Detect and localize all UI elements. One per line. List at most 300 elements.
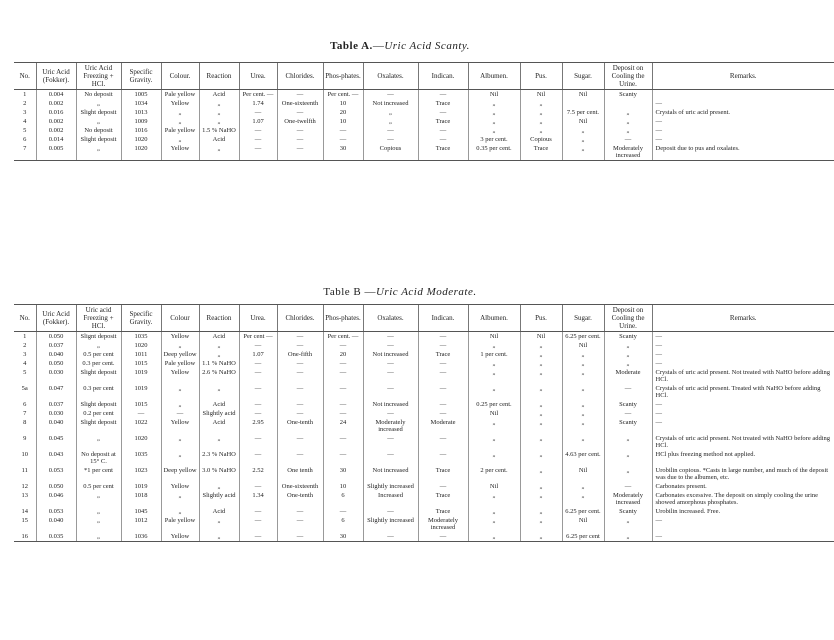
- table-cell: No deposit at 15° C.: [76, 450, 121, 466]
- table-cell: Urobilin copious. *Casts in large number, and much of the deposit was due to the albumen, etc.: [652, 466, 834, 482]
- table-cell: Scanty: [604, 400, 652, 409]
- table-cell: 1012: [121, 516, 161, 532]
- table-cell: „: [76, 341, 121, 350]
- table-cell: One tenth: [277, 466, 323, 482]
- table-cell: Per cent. —: [323, 332, 363, 342]
- table-cell: 1005: [121, 90, 161, 100]
- table-cell: „: [604, 108, 652, 117]
- table-cell: Yellow: [161, 144, 199, 161]
- table-cell: No deposit: [76, 90, 121, 100]
- table-cell: „: [520, 341, 562, 350]
- table-cell: „: [604, 350, 652, 359]
- column-header: Remarks.: [652, 63, 834, 90]
- table-cell: Trace: [418, 350, 468, 359]
- table-cell: 6: [323, 516, 363, 532]
- table-cell: „: [161, 450, 199, 466]
- table-cell: Moderate: [418, 418, 468, 434]
- table-cell: —: [323, 341, 363, 350]
- table-cell: „: [520, 418, 562, 434]
- table-cell: Yellow: [161, 482, 199, 491]
- table-cell: —: [239, 409, 277, 418]
- table-cell: 16: [14, 532, 36, 542]
- table-cell: —: [652, 409, 834, 418]
- table-row: [14, 532, 834, 542]
- table-cell: —: [418, 450, 468, 466]
- table-cell: —: [418, 532, 468, 542]
- table-cell: —: [652, 135, 834, 144]
- column-header: Uric Acid (Fokker).: [36, 63, 76, 90]
- table-cell: 1: [23, 91, 27, 98]
- table-cell: —: [418, 108, 468, 117]
- table-cell: 1020: [121, 135, 161, 144]
- table-cell: [652, 90, 834, 100]
- table-cell: —: [239, 108, 277, 117]
- table-cell: —: [418, 135, 468, 144]
- table-cell: 3 per cent.: [468, 135, 520, 144]
- table-cell: 1019: [121, 384, 161, 400]
- table-cell: —: [239, 434, 277, 450]
- table-cell: Slightly increased: [363, 516, 418, 532]
- table-cell: 1.34: [239, 491, 277, 507]
- table-cell: „: [76, 507, 121, 516]
- table-cell: —: [363, 450, 418, 466]
- table-cell: Pale yellow: [161, 126, 199, 135]
- table-cell: One-twelfth: [277, 117, 323, 126]
- column-header: Uric acid Freezing + HCl.: [76, 305, 121, 332]
- table-cell: One-tenth: [277, 491, 323, 507]
- table-cell: „: [520, 466, 562, 482]
- table-cell: —: [652, 418, 834, 434]
- table-row: [14, 117, 834, 126]
- column-header: Reaction: [199, 63, 239, 90]
- table-cell: Copious: [363, 144, 418, 161]
- table-cell: 12: [21, 483, 28, 490]
- table-cell: „: [468, 532, 520, 542]
- table-cell: „: [520, 516, 562, 532]
- table-cell: Slightly increased: [363, 482, 418, 491]
- table-cell: Slightly acid: [199, 491, 239, 507]
- table-cell: 6: [23, 401, 27, 408]
- table-cell: „: [604, 516, 652, 532]
- table-cell: 0.5 per cent: [76, 482, 121, 491]
- table-cell: „: [604, 450, 652, 466]
- table-cell: 4: [23, 360, 27, 367]
- table-cell: 1015: [121, 400, 161, 409]
- table-cell: „: [76, 434, 121, 450]
- table-cell: —: [323, 368, 363, 384]
- table-cell: Nil: [468, 332, 520, 342]
- table-cell: 2.3 % NaHO: [199, 450, 239, 466]
- table-cell: „: [199, 350, 239, 359]
- table-cell: „: [76, 532, 121, 542]
- table-cell: „: [520, 491, 562, 507]
- table-cell: „: [562, 350, 604, 359]
- table-cell: 1.74: [239, 99, 277, 108]
- table-cell: Trace: [418, 117, 468, 126]
- table-cell: 0.002: [36, 117, 76, 126]
- table-cell: —: [418, 341, 468, 350]
- column-header: Indican.: [418, 305, 468, 332]
- table-cell: —: [418, 400, 468, 409]
- table-cell: —: [363, 507, 418, 516]
- table-cell: Trace: [520, 144, 562, 161]
- table-cell: 0.002: [36, 99, 76, 108]
- table-cell: „: [76, 516, 121, 532]
- table-cell: —: [363, 532, 418, 542]
- table-cell: —: [239, 532, 277, 542]
- table-cell: *1 per cent: [76, 466, 121, 482]
- table-cell: Deposit due to pus and oxalates.: [652, 144, 834, 161]
- table-cell: „: [562, 434, 604, 450]
- table-cell: —: [363, 341, 418, 350]
- table-cell: 1020: [121, 341, 161, 350]
- table-row: [14, 135, 834, 144]
- table-cell: —: [239, 482, 277, 491]
- table-cell: 1.07: [239, 350, 277, 359]
- table-cell: 0.35 per cent.: [468, 144, 520, 161]
- table-cell: 0.035: [36, 532, 76, 542]
- table-cell: —: [239, 507, 277, 516]
- table-cell: Trace: [418, 144, 468, 161]
- table-cell: Not increased: [363, 350, 418, 359]
- table-cell: „: [520, 400, 562, 409]
- table-cell: „: [520, 507, 562, 516]
- table-cell: 0.004: [36, 90, 76, 100]
- table-cell: „: [520, 108, 562, 117]
- table-cell: —: [652, 400, 834, 409]
- table-cell: „: [562, 144, 604, 161]
- table-cell: Pale yellow: [161, 516, 199, 532]
- table-cell: —: [277, 400, 323, 409]
- table-cell: „: [604, 341, 652, 350]
- table-cell: 0.016: [36, 108, 76, 117]
- table-a: [14, 62, 834, 161]
- table-cell: Trace: [418, 99, 468, 108]
- table-cell: —: [239, 126, 277, 135]
- table-cell: —: [652, 341, 834, 350]
- table-cell: Nil: [520, 90, 562, 100]
- table-cell: 0.050: [36, 332, 76, 342]
- table-a-header-row: [14, 63, 834, 90]
- column-header: Oxalates.: [363, 305, 418, 332]
- table-cell: 1 per cent.: [468, 350, 520, 359]
- table-cell: 0.3 per cent.: [76, 359, 121, 368]
- table-cell: —: [418, 359, 468, 368]
- table-cell: —: [323, 507, 363, 516]
- table-cell: Scanty: [604, 332, 652, 342]
- column-header: Chlorides.: [277, 63, 323, 90]
- table-cell: „: [468, 341, 520, 350]
- table-row: [14, 482, 834, 491]
- table-cell: „: [562, 409, 604, 418]
- table-cell: —: [277, 359, 323, 368]
- table-cell: 30: [323, 532, 363, 542]
- table-cell: —: [363, 384, 418, 400]
- table-cell: Moderately increased: [604, 491, 652, 507]
- table-cell: Not increased: [363, 99, 418, 108]
- table-cell: 0.25 per cent.: [468, 400, 520, 409]
- table-cell: Acid: [199, 507, 239, 516]
- table-cell: —: [277, 144, 323, 161]
- table-cell: 1035: [121, 450, 161, 466]
- table-cell: 6: [23, 136, 27, 143]
- table-cell: 0.043: [36, 450, 76, 466]
- column-header: Specific Gravity.: [121, 305, 161, 332]
- table-cell: 0.040: [36, 350, 76, 359]
- table-cell: „: [562, 384, 604, 400]
- column-header: Albumen.: [468, 305, 520, 332]
- table-cell: „: [199, 384, 239, 400]
- table-cell: [604, 99, 652, 108]
- table-cell: 24: [323, 418, 363, 434]
- table-cell: Acid: [199, 400, 239, 409]
- table-cell: 13: [21, 492, 28, 499]
- table-cell: „: [468, 450, 520, 466]
- table-cell: 0.045: [36, 434, 76, 450]
- table-cell: 0.030: [36, 368, 76, 384]
- table-cell: Nil: [562, 466, 604, 482]
- table-cell: 8: [23, 419, 27, 426]
- table-cell: 20: [323, 108, 363, 117]
- table-cell: 30: [323, 466, 363, 482]
- table-cell: —: [652, 532, 834, 542]
- table-cell: —: [239, 359, 277, 368]
- table-cell: 0.037: [36, 341, 76, 350]
- table-row: [14, 491, 834, 507]
- table-cell: Slight deposit: [76, 135, 121, 144]
- table-cell: „: [520, 359, 562, 368]
- table-cell: Scanty: [604, 507, 652, 516]
- table-cell: Yellow: [161, 368, 199, 384]
- table-cell: 1020: [121, 144, 161, 161]
- table-cell: 2: [23, 100, 27, 107]
- column-header: Chlorides.: [277, 305, 323, 332]
- table-cell: Increased: [363, 491, 418, 507]
- table-cell: HCl plus freezing method not applied.: [652, 450, 834, 466]
- table-cell: Moderately increased: [604, 144, 652, 161]
- table-cell: Nil: [562, 117, 604, 126]
- table-cell: 2.52: [239, 466, 277, 482]
- table-cell: —: [277, 434, 323, 450]
- table-cell: 9: [23, 435, 27, 442]
- table-cell: „: [161, 108, 199, 117]
- column-header: No.: [14, 63, 36, 90]
- table-cell: „: [161, 384, 199, 400]
- table-cell: —: [277, 507, 323, 516]
- column-header: Remarks.: [652, 305, 834, 332]
- table-cell: „: [520, 482, 562, 491]
- table-cell: 1.1 % NaHO: [199, 359, 239, 368]
- table-cell: Acid: [199, 90, 239, 100]
- table-cell: —: [363, 359, 418, 368]
- column-header: Specific Gravity.: [121, 63, 161, 90]
- table-cell: —: [277, 126, 323, 135]
- table-cell: —: [652, 332, 834, 342]
- table-cell: —: [277, 450, 323, 466]
- table-cell: 0.014: [36, 135, 76, 144]
- table-row: [14, 99, 834, 108]
- table-cell: 5a: [21, 385, 28, 392]
- table-cell: „: [199, 99, 239, 108]
- table-cell: „: [199, 482, 239, 491]
- table-cell: „: [468, 108, 520, 117]
- table-cell: 0.046: [36, 491, 76, 507]
- table-cell: 6.25 per cent: [562, 532, 604, 542]
- column-header: Reaction: [199, 305, 239, 332]
- table-cell: „: [199, 434, 239, 450]
- table-cell: Deep yellow: [161, 350, 199, 359]
- table-cell: —: [604, 384, 652, 400]
- table-cell: 4.63 per cent.: [562, 450, 604, 466]
- table-cell: „: [76, 99, 121, 108]
- table-cell: 10: [323, 117, 363, 126]
- column-header: Sugar.: [562, 63, 604, 90]
- table-cell: Pale yellow: [161, 90, 199, 100]
- table-cell: „: [468, 507, 520, 516]
- table-cell: 5: [23, 127, 27, 134]
- table-cell: 2: [23, 342, 27, 349]
- table-b-header-row: [14, 305, 834, 332]
- table-row: [14, 126, 834, 135]
- table-a-title: Table A.—Uric Acid Scanty.: [330, 40, 470, 52]
- table-cell: „: [562, 418, 604, 434]
- table-cell: Scanty: [604, 90, 652, 100]
- table-cell: „: [604, 532, 652, 542]
- table-cell: 1016: [121, 126, 161, 135]
- table-cell: —: [323, 135, 363, 144]
- table-cell: 30: [323, 144, 363, 161]
- column-header: Phos-phates.: [323, 63, 363, 90]
- table-cell: —: [277, 332, 323, 342]
- table-row: [14, 516, 834, 532]
- table-cell: Acid: [199, 332, 239, 342]
- table-cell: —: [363, 126, 418, 135]
- table-cell: „: [199, 108, 239, 117]
- table-cell: —: [277, 384, 323, 400]
- table-cell: —: [418, 126, 468, 135]
- table-cell: 1013: [121, 108, 161, 117]
- table-cell: Crystals of uric acid present.: [652, 108, 834, 117]
- table-cell: „: [468, 359, 520, 368]
- table-cell: 0.040: [36, 516, 76, 532]
- table-cell: 6.25 per cent.: [562, 507, 604, 516]
- table-cell: 15: [21, 517, 28, 524]
- table-cell: Moderately increased: [418, 516, 468, 532]
- column-header: Indican.: [418, 63, 468, 90]
- table-cell: —: [277, 516, 323, 532]
- table-b-title: Table B —Uric Acid Moderate.: [323, 286, 477, 298]
- table-cell: „: [199, 144, 239, 161]
- table-cell: —: [363, 135, 418, 144]
- table-cell: „: [468, 418, 520, 434]
- table-cell: 14: [21, 508, 28, 515]
- table-cell: „: [520, 532, 562, 542]
- table-cell: „: [76, 144, 121, 161]
- table-cell: —: [277, 135, 323, 144]
- table-cell: 1022: [121, 418, 161, 434]
- table-cell: Yellow: [161, 418, 199, 434]
- table-cell: 0.005: [36, 144, 76, 161]
- table-cell: „: [468, 117, 520, 126]
- table-cell: —: [239, 384, 277, 400]
- column-header: Albumen.: [468, 63, 520, 90]
- table-cell: —: [604, 135, 652, 144]
- table-cell: 1019: [121, 482, 161, 491]
- table-cell: „: [562, 482, 604, 491]
- table-cell: Copious: [520, 135, 562, 144]
- table-cell: „: [520, 350, 562, 359]
- table-cell: Slightly acid: [199, 409, 239, 418]
- column-header: Deposit on Cooling the Urine.: [604, 305, 652, 332]
- table-cell: —: [239, 368, 277, 384]
- table-cell: Nil: [468, 409, 520, 418]
- table-row: [14, 384, 834, 400]
- table-cell: „: [161, 491, 199, 507]
- table-cell: „: [199, 516, 239, 532]
- column-header: Colour.: [161, 63, 199, 90]
- table-cell: 20: [323, 350, 363, 359]
- table-cell: „: [161, 117, 199, 126]
- table-cell: Nil: [562, 516, 604, 532]
- table-cell: —: [323, 359, 363, 368]
- table-cell: —: [418, 368, 468, 384]
- table-cell: —: [239, 144, 277, 161]
- table-cell: Nil: [562, 90, 604, 100]
- table-row: [14, 90, 834, 100]
- table-cell: Yellow: [161, 332, 199, 342]
- table-row: [14, 359, 834, 368]
- table-cell: Not increased: [363, 466, 418, 482]
- column-header: No.: [14, 305, 36, 332]
- table-cell: „: [562, 368, 604, 384]
- table-cell: „: [76, 491, 121, 507]
- table-cell: —: [323, 434, 363, 450]
- column-header: Colour: [161, 305, 199, 332]
- table-cell: Slight deposit: [76, 368, 121, 384]
- table-cell: 5: [23, 369, 27, 376]
- table-cell: —: [418, 482, 468, 491]
- table-cell: Per cent. —: [323, 90, 363, 100]
- table-cell: One-fifth: [277, 350, 323, 359]
- table-cell: „: [199, 532, 239, 542]
- table-row: [14, 434, 834, 450]
- table-cell: 1: [23, 333, 27, 340]
- table-cell: 0.5 per cent: [76, 350, 121, 359]
- table-cell: „: [562, 400, 604, 409]
- table-cell: Acid: [199, 418, 239, 434]
- table-row: [14, 332, 834, 342]
- table-cell: 10: [323, 99, 363, 108]
- table-cell: One-sixteenth: [277, 99, 323, 108]
- table-row: [14, 466, 834, 482]
- table-cell: 1045: [121, 507, 161, 516]
- table-cell: —: [277, 90, 323, 100]
- table-row: [14, 400, 834, 409]
- table-a-label: Table A.: [330, 40, 373, 52]
- column-header: Urea.: [239, 63, 277, 90]
- table-cell: Trace: [418, 491, 468, 507]
- table-cell: 4: [23, 118, 27, 125]
- table-cell: [562, 99, 604, 108]
- table-cell: 6: [323, 491, 363, 507]
- column-header: Pus.: [520, 63, 562, 90]
- table-cell: 1.5 % NaHO: [199, 126, 239, 135]
- table-cell: „: [520, 126, 562, 135]
- table-cell: „: [520, 368, 562, 384]
- table-cell: —: [277, 108, 323, 117]
- table-cell: Nil: [520, 332, 562, 342]
- table-row: [14, 418, 834, 434]
